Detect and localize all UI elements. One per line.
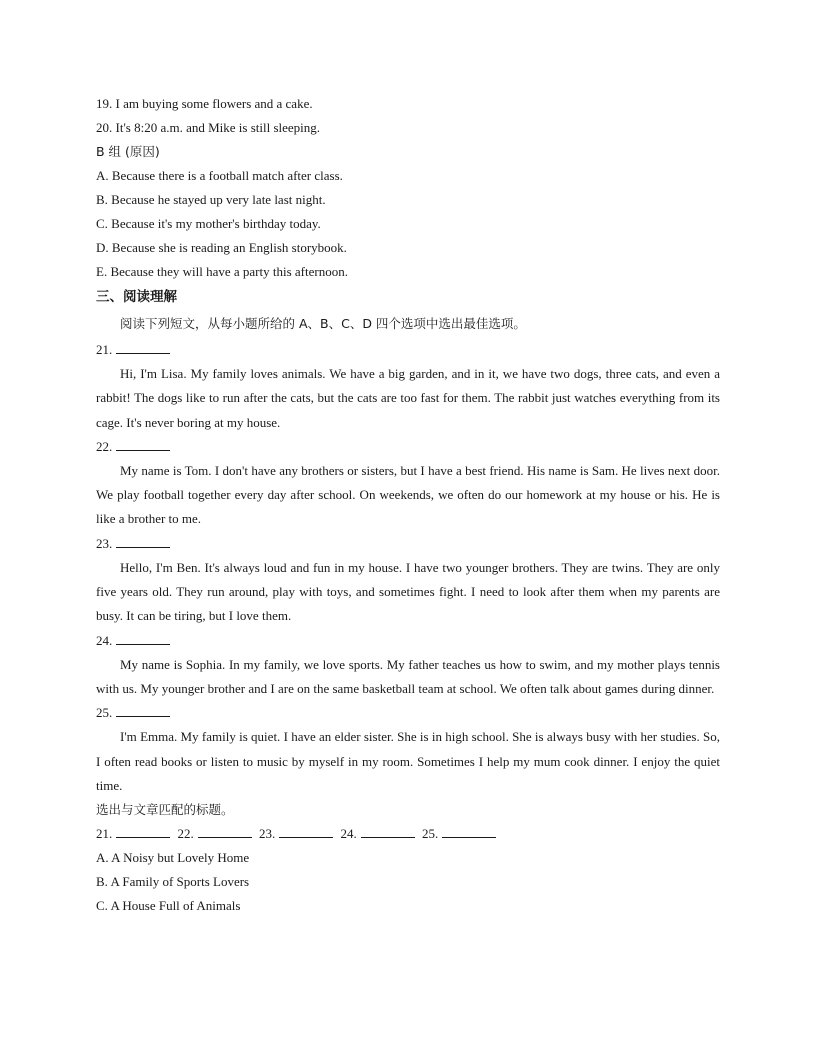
question-19: 19. I am buying some flowers and a cake. [96,96,313,111]
answer-blank[interactable] [116,533,170,548]
answer-24: 24. [341,822,415,846]
answer-blank[interactable] [279,823,333,838]
reason-a: A. Because there is a football match after class. [96,168,343,183]
passage-21-label: 21. [96,338,720,362]
answer-blank[interactable] [198,823,252,838]
title-option-a: A. A Noisy but Lovely Home [96,850,250,866]
reason-c: C. Because it's my mother's birthday today. [96,216,321,231]
answer-22: 22. [178,822,252,846]
answer-blank[interactable] [442,823,496,838]
passage-25-label: 25. [96,701,720,725]
answer-blank[interactable] [116,436,170,451]
answer-blank[interactable] [116,630,170,645]
passage-23-text: Hello, I'm Ben. It's always loud and fun in my house. I have two younger brothers. They are twins. They are only five years old. They run around, play with toys, and sometimes fight. I need to look after them when my parents are busy. It can be tiring, but I love them. [96,559,720,624]
passage-23-label: 23. [96,532,720,556]
title-option-b: B. A Family of Sports Lovers [96,874,250,890]
answer-blank[interactable] [116,339,170,354]
passage-24-label: 24. [96,629,720,653]
answer-21: 21. [96,822,170,846]
title-option-c: C. A House Full of Animals [96,898,241,914]
answer-23: 23. [259,822,333,846]
match-instruction: 选出与文章匹配的标题。 [96,802,234,818]
section-heading-reading: 三、阅读理解 [96,289,177,305]
passage-21-text: Hi, I'm Lisa. My family loves animals. We have a big garden, and in it, we have two dogs, three cats, and even a rabbit! The dogs like to run after the cats, but the cats are too fast for them. The rabbit just watches everything from its cage. It's never boring at my house. [96,366,720,430]
passage-22-text: My name is Tom. I don't have any brothers or sisters, but I have a best friend. His name is Sam. He lives next door. We play football together every day after school. On weekends, we often do our homework at my house or his. He is like a brother to me. [96,462,720,527]
answer-blank[interactable] [116,702,170,717]
document-page [96,92,720,918]
passage-24-text: My name is Sophia. In my family, we love sports. My father teaches us how to swim, and my mother plays tennis with us. My younger brother and I are on the same basketball team at school. We often talk about games during dinner. [96,656,720,696]
reason-e: E. Because they will have a party this afternoon. [96,264,348,279]
answer-row [96,822,720,846]
passage-25-text: I'm Emma. My family is quiet. I have an elder sister. She is in high school. She is always busy with her studies. So, I often read books or listen to music by myself in my room. Sometimes I help my mum cook dinner. I enjoy the quiet time. [96,729,720,793]
question-20: 20. It's 8:20 a.m. and Mike is still sleeping. [96,120,321,135]
answer-blank[interactable] [116,823,170,838]
section-instruction: 阅读下列短文，从每小题所给的 A、B、C、D 四个选项中选出最佳选项。 [120,316,526,331]
reason-b: B. Because he stayed up very late last night. [96,192,326,207]
answer-25: 25. [422,822,496,846]
reason-d: D. Because she is reading an English storybook. [96,240,347,255]
answer-blank[interactable] [361,823,415,838]
passage-22-label: 22. [96,435,720,459]
group-b-title: B 组 (原因) [96,144,160,159]
